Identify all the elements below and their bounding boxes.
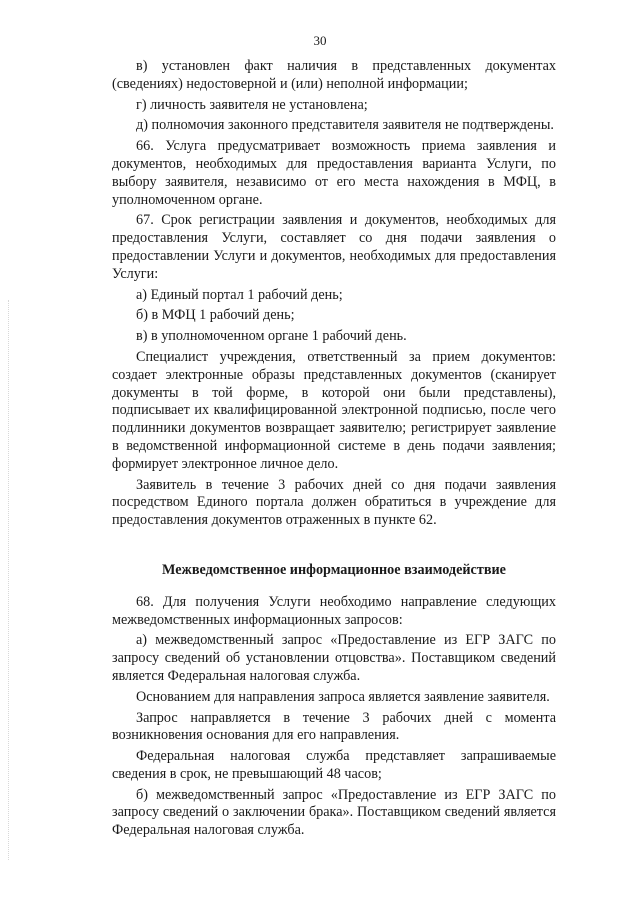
paragraph-specialist: Специалист учреждения, ответственный за прием документов: создает электронные образы представленных документов (сканирует документы в той форме, в которой они были представлены), подписывает их квалифицированной электронной подписью, после чего подлинники документов возвращает заявителю; регистрирует заявление в ведомственной информационной системе в день подачи заявления; формирует электронное личное дело. [112, 348, 556, 472]
scan-margin-artifact [8, 300, 13, 860]
document-body [112, 58, 556, 843]
paragraph-item-v: в) установлен факт наличия в представленных документах (сведениях) недостоверной и (или) неполной информации; [112, 58, 556, 92]
paragraph-66: 66. Услуга предусматривает возможность приема заявления и документов, необходимых для предоставления варианта Услуги, по выбору заявителя, независимо от его места нахождения в МФЦ, в уполномоченном органе. [112, 138, 556, 208]
paragraph-67: 67. Срок регистрации заявления и документов, необходимых для предоставления Услуги, составляет со дня подачи заявления о предоставлении Услуги и документов, необходимых для предоставления Услуги: [112, 212, 556, 282]
section-heading: Межведомственное информационное взаимодействие [162, 561, 506, 578]
paragraph-68-b: б) межведомственный запрос «Предоставление из ЕГР ЗАГС по запросу сведений о заключении брака». Поставщиком сведений является Федеральная налоговая служба. [112, 786, 556, 839]
paragraph-tax-service: Федеральная налоговая служба представляет запрашиваемые сведения в срок, не превышающий 48 часов; [112, 748, 556, 782]
paragraph-67-a: а) Единый портал 1 рабочий день; [136, 286, 343, 303]
paragraph-68: 68. Для получения Услуги необходимо направление следующих межведомственных информационных запросов: [112, 593, 556, 628]
paragraph-applicant: Заявитель в течение 3 рабочих дней со дня подачи заявления посредством Единого портала должен обратиться в учреждение для предоставления документов отраженных в пункте 62. [112, 476, 556, 529]
paragraph-item-g: г) личность заявителя не установлена; [136, 96, 368, 113]
paragraph-item-d: д) полномочия законного представителя заявителя не подтверждены. [136, 117, 554, 134]
paragraph-basis: Основанием для направления запроса является заявление заявителя. [136, 688, 550, 705]
page-number: 30 [313, 33, 327, 48]
paragraph-request-timing: Запрос направляется в течение 3 рабочих дней с момента возникновения основания для его направления. [112, 709, 556, 744]
paragraph-67-v: в) в уполномоченном органе 1 рабочий день. [136, 328, 407, 345]
paragraph-67-b: б) в МФЦ 1 рабочий день; [136, 307, 295, 324]
paragraph-68-a: а) межведомственный запрос «Предоставление из ЕГР ЗАГС по запросу сведений об установлении отцовства». Поставщиком сведений является Федеральная налоговая служба. [112, 632, 556, 684]
